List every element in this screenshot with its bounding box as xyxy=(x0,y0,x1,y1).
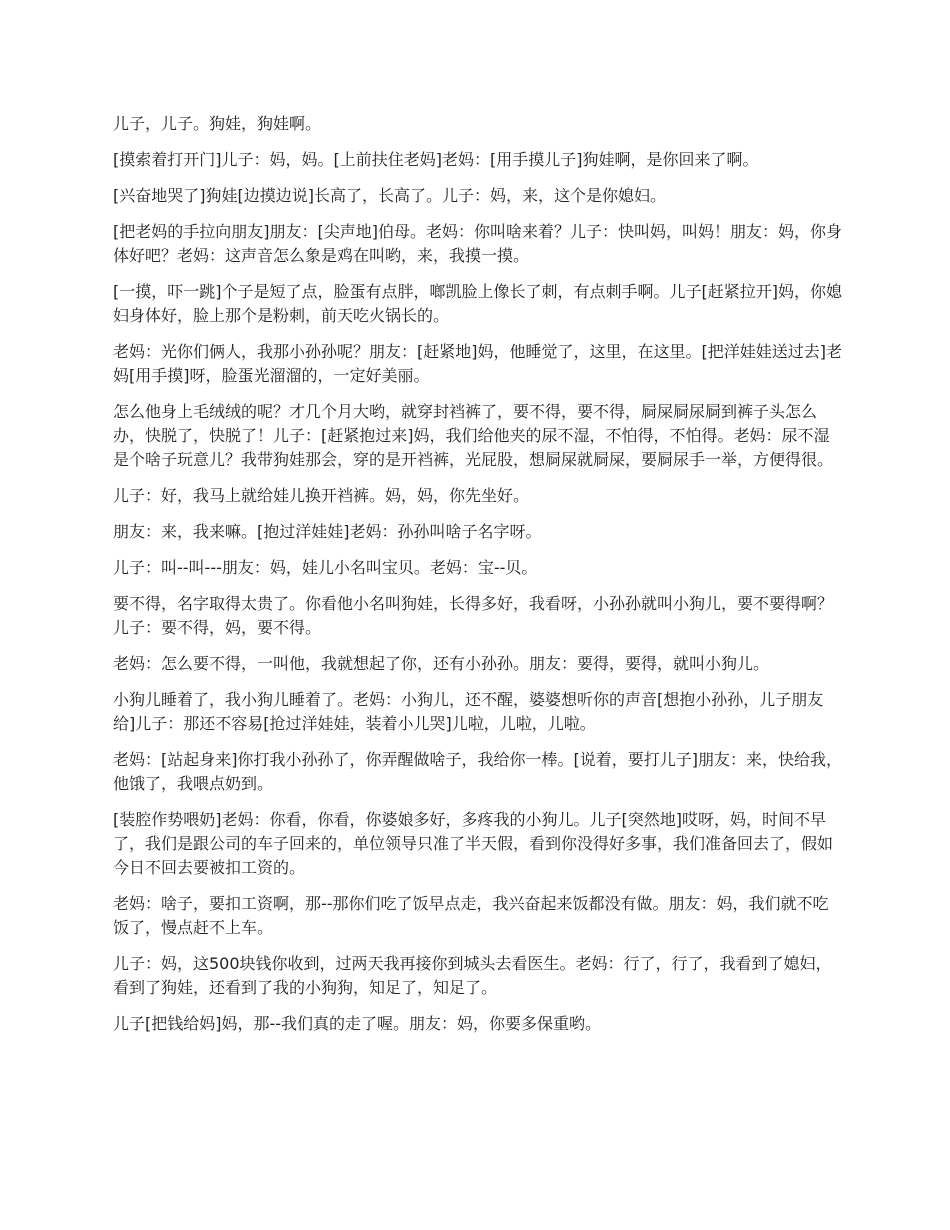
paragraph-11: 要不得，名字取得太贵了。你看他小名叫狗娃，长得多好，我看呀，小孙孙就叫小狗儿，要不要得啊？儿子：要不得，妈，要不得。 xyxy=(113,594,834,637)
document-body xyxy=(113,112,843,1048)
paragraph-16: 老妈：啥子，要扣工资啊，那--那你们吃了饭早点走，我兴奋起来饭都没有做。朋友：妈，我们就不吃饭了，慢点赶不上车。 xyxy=(113,894,829,937)
paragraph-1: 儿子，儿子。狗娃，狗娃啊。 xyxy=(113,114,322,133)
paragraph-7: 怎么他身上毛绒绒的呢？才几个月大哟，就穿封裆裤了，要不得，要不得，屙屎屙尿屙到裤子头怎么办，快脱了，快脱了！儿子：[赶紧抱过来]妈，我们给他夹的尿不湿，不怕得，不怕得。老妈：尿不湿是个啥子玩意儿？我带狗娃那会，穿的是开裆裤，光屁股，想屙屎就屙屎，要屙尿手一举，方便得很。 xyxy=(113,402,834,469)
paragraph-2: [摸索着打开门]儿子：妈，妈。[上前扶住老妈]老妈：[用手摸儿子]狗娃啊，是你回来了啊。 xyxy=(113,150,759,169)
paragraph-18: 儿子[把钱给妈]妈，那--我们真的走了喔。朋友：妈，你要多保重哟。 xyxy=(113,1014,602,1033)
paragraph-5: [一摸，吓一跳]个子是短了点，脸蛋有点胖，啷凯脸上像长了刺，有点刺手啊。儿子[赶紧拉开]妈，你媳妇身体好，脸上那个是粉刺，前天吃火锅长的。 xyxy=(113,282,842,325)
paragraph-6: 老妈：光你们俩人，我那小孙孙呢？朋友：[赶紧地]妈，他睡觉了，这里，在这里。[把洋娃娃送过去]老妈[用手摸]呀，脸蛋光溜溜的，一定好美丽。 xyxy=(113,342,842,385)
paragraph-10: 儿子：叫--叫---朋友：妈，娃儿小名叫宝贝。老妈：宝--贝。 xyxy=(113,558,538,577)
paragraph-8: 儿子：好，我马上就给娃儿换开裆裤。妈，妈，你先坐好。 xyxy=(113,486,530,505)
paragraph-17: 儿子：妈，这500块钱你收到，过两天我再接你到城头去看医生。老妈：行了，行了，我看到了媳妇，看到了狗娃，还看到了我的小狗狗，知足了，知足了。 xyxy=(113,954,832,997)
paragraph-15: [装腔作势喂奶]老妈：你看，你看，你婆娘多好，多疼我的小狗儿。儿子[突然地]哎呀，妈，时间不早了，我们是跟公司的车子回来的，单位领导只准了半天假，看到你没得好多事，我们准备回去了，假如今日不回去要被扣工资的。 xyxy=(113,810,834,877)
paragraph-4: [把老妈的手拉向朋友]朋友：[尖声地]伯母。老妈：你叫啥来着？儿子：快叫妈，叫妈！朋友：妈，你身体好吧？老妈：这声音怎么象是鸡在叫哟，来，我摸一摸。 xyxy=(113,222,842,265)
paragraph-14: 老妈：[站起身来]你打我小孙孙了，你弄醒做啥子，我给你一棒。[说着，要打儿子]朋友：来，快给我，他饿了，我喂点奶到。 xyxy=(113,750,842,793)
paragraph-3: [兴奋地哭了]狗娃[边摸边说]长高了，长高了。儿子：妈，来，这个是你媳妇。 xyxy=(113,186,666,205)
paragraph-9: 朋友：来，我来嘛。[抱过洋娃娃]老妈：孙孙叫啥子名字呀。 xyxy=(113,522,542,541)
paragraph-12: 老妈：怎么要不得，一叫他，我就想起了你，还有小孙孙。朋友：要得，要得，就叫小狗儿。 xyxy=(113,654,770,673)
paragraph-13: 小狗儿睡着了，我小狗儿睡着了。老妈：小狗儿，还不醒，婆婆想听你的声音[想抱小孙孙，儿子朋友给]儿子：那还不容易[抢过洋娃娃，装着小儿哭]儿啦，儿啦，儿啦。 xyxy=(113,690,824,733)
